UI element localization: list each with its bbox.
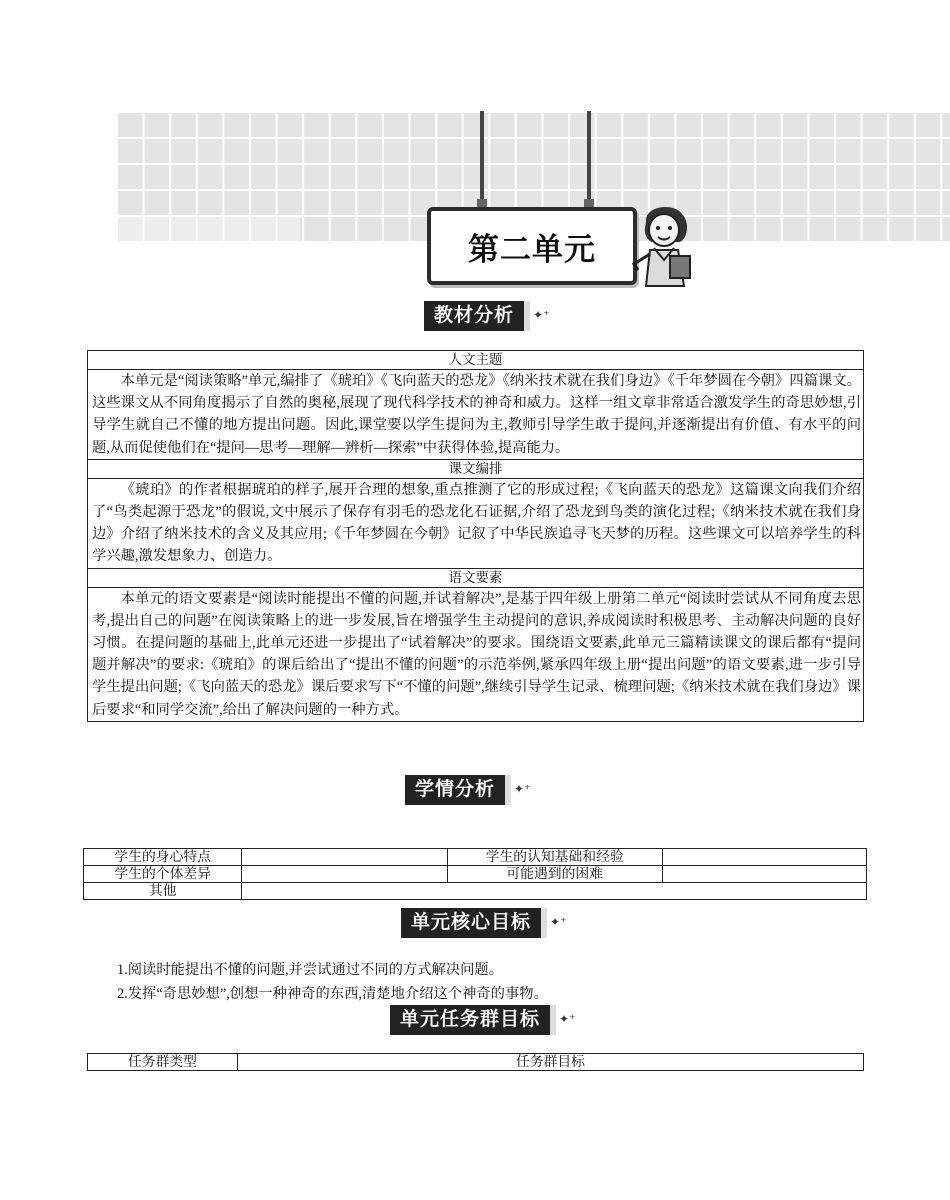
section-label-learner-analysis xyxy=(405,775,530,805)
sign-rope-left xyxy=(480,111,484,203)
cognitive-base-value xyxy=(662,849,866,866)
unit-title: 第二单元 xyxy=(468,231,596,268)
sign-rope-right xyxy=(587,111,591,203)
task-group-table xyxy=(87,1053,864,1071)
table-row xyxy=(84,849,867,866)
material-analysis-title: 教材分析 xyxy=(424,301,530,331)
arrangement-heading: 课文编排 xyxy=(88,460,863,479)
unit-title-sign xyxy=(427,207,637,285)
sparkle-icon: ✦⁺ xyxy=(514,782,531,796)
task-type-header: 任务群类型 xyxy=(88,1054,238,1071)
elements-heading: 语文要素 xyxy=(88,569,863,588)
theme-heading: 人文主题 xyxy=(88,351,863,370)
sparkle-icon: ✦⁺ xyxy=(559,1012,576,1026)
section-label-core-goals xyxy=(401,908,566,938)
theme-content: 本单元是“阅读策略”单元,编排了《琥珀》《飞向蓝天的恐龙》《纳米技术就在我们身边》《千年梦圆在今朝》四篇课文。这些课文从不同角度揭示了自然的奥秘,展现了现代科学技术的神奇和威力。这样一组文章非常适合激发学生的奇思妙想,引导学生就自己不懂的地方提出问题。因此,课堂要以学生提问为主,教师引导学生敢于提问,并逐渐提出有价值、有水平的问题,从而促使他们在“提问—思考—理解—辨析—探索”中获得体验,提高能力。 xyxy=(88,370,863,460)
student-cartoon-icon xyxy=(630,200,702,290)
material-analysis-table xyxy=(87,350,864,722)
header-grid-notch xyxy=(116,216,300,242)
list-item: 2.发挥“奇思妙想”,创想一种神奇的东西,清楚地介绍这个神奇的事物。 xyxy=(117,986,548,1002)
arrangement-content: 《琥珀》的作者根据琥珀的样子,展开合理的想象,重点推测了它的形成过程;《飞向蓝天的恐龙》这篇课文向我们介绍了“鸟类起源于恐龙”的假说,文中展示了保存有羽毛的恐龙化石证据,介绍了恐龙到鸟类的演化过程;《纳米技术就在我们身边》介绍了纳米技术的含义及其应用;《千年梦圆在今朝》记叙了中华民族追寻飞天梦的历程。这些课文可以培养学生的科学兴趣,激发想象力、创造力。 xyxy=(88,479,863,569)
learner-analysis-table xyxy=(83,848,867,900)
difficulties-value xyxy=(662,866,866,883)
other-label: 其他 xyxy=(84,883,242,900)
cognitive-base-label: 学生的认知基础和经验 xyxy=(447,849,662,866)
section-label-material-analysis xyxy=(424,301,549,331)
physical-mental-label: 学生的身心特点 xyxy=(84,849,242,866)
other-value xyxy=(242,883,867,900)
learner-analysis-title: 学情分析 xyxy=(405,775,511,805)
core-goals-title: 单元核心目标 xyxy=(401,908,547,938)
elements-content: 本单元的语文要素是“阅读时能提出不懂的问题,并试着解决”,是基于四年级上册第二单元“阅读时尝试从不同角度去思考,提出自己的问题”在阅读策略上的进一步发展,旨在增强学生主动提问的意识,养成阅读时积极思考、主动解决问题的良好习惯。在提问题的基础上,此单元还进一步提出了“试着解决”的要求。围绕语文要素,此单元三篇精读课文的课后都有“提问题并解决”的要求:《琥珀》的课后给出了“提出不懂的问题”的示范举例,紧承四年级上册“提出问题”的语文要素,进一步引导学生提出问题;《飞向蓝天的恐龙》课后要求写下“不懂的问题”,继续引导学生记录、梳理问题;《纳米技术就在我们身边》课后要求“和同学交流”,给出了解决问题的一种方式。 xyxy=(92,590,861,718)
task-goal-header: 任务群目标 xyxy=(238,1054,864,1071)
table-row xyxy=(84,883,867,900)
list-item: 1.阅读时能提出不懂的问题,并尝试通过不同的方式解决问题。 xyxy=(117,962,504,978)
task-goals-title: 单元任务群目标 xyxy=(390,1005,556,1035)
sparkle-icon: ✦⁺ xyxy=(533,308,550,322)
core-goals-list xyxy=(117,958,548,1006)
individual-diff-value xyxy=(242,866,447,883)
table-row xyxy=(88,1054,864,1071)
table-row xyxy=(84,866,867,883)
section-label-task-goals xyxy=(390,1005,575,1035)
physical-mental-value xyxy=(242,849,447,866)
sparkle-icon: ✦⁺ xyxy=(550,915,567,929)
difficulties-label: 可能遇到的困难 xyxy=(447,866,662,883)
individual-diff-label: 学生的个体差异 xyxy=(84,866,242,883)
